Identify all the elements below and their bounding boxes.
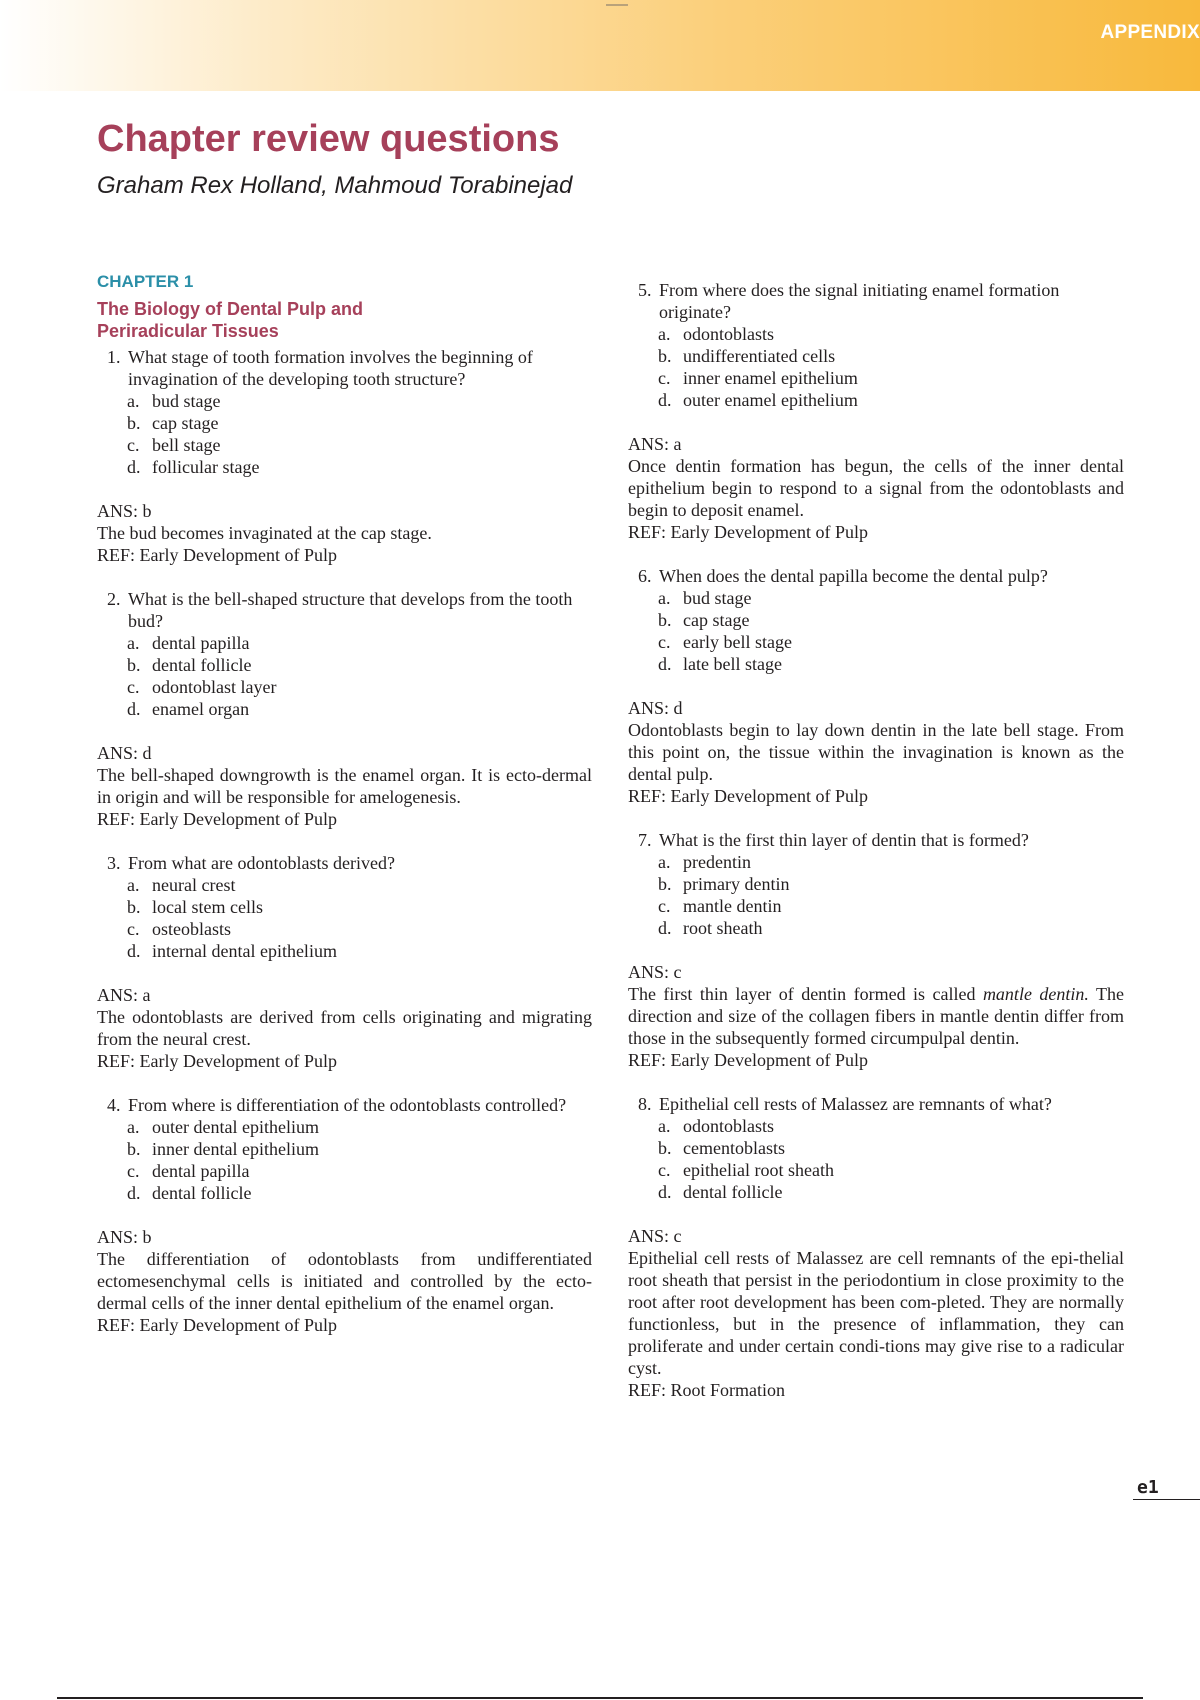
option-letter: a.: [658, 852, 671, 872]
option-text: outer dental epithelium: [152, 1117, 319, 1137]
option-letter: b.: [127, 1139, 141, 1159]
question-number: 3.: [107, 853, 121, 873]
option-item: [127, 412, 592, 434]
question-number: 4.: [107, 1095, 121, 1115]
question-5: [628, 279, 1124, 543]
option-item: [658, 851, 1124, 873]
option-letter: c.: [127, 435, 140, 455]
option-letter: b.: [658, 346, 672, 366]
reference: REF: Early Development of Pulp: [628, 1050, 868, 1070]
option-text: root sheath: [683, 918, 763, 938]
explanation-term: mantle dentin.: [982, 984, 1089, 1004]
reference: REF: Early Development of Pulp: [628, 786, 868, 806]
option-list: [628, 323, 1124, 411]
option-list: [628, 851, 1124, 939]
explanation-text: The direction and size of the collagen fibers in mantle dentin differ from those in the subsequently formed circumpulpal dentin.: [628, 984, 1124, 1048]
option-item: [127, 1116, 592, 1138]
explanation: The bud becomes invaginated at the cap stage.: [97, 523, 432, 543]
answer: ANS: c: [628, 962, 682, 982]
option-letter: c.: [658, 896, 671, 916]
answer: ANS: b: [97, 501, 152, 521]
answer-block: [97, 500, 592, 566]
question-4: [97, 1094, 592, 1336]
question-number: 1.: [107, 347, 121, 367]
question-stem: [628, 829, 1124, 851]
option-item: [658, 1181, 1124, 1203]
question-stem: [97, 346, 592, 390]
option-item: [658, 895, 1124, 917]
option-letter: c.: [127, 677, 140, 697]
option-item: [127, 1160, 592, 1182]
reference: REF: Early Development of Pulp: [628, 522, 868, 542]
page-number: e1: [1137, 1477, 1159, 1498]
option-text: mantle dentin: [683, 896, 782, 916]
option-text: epithelial root sheath: [683, 1160, 834, 1180]
option-letter: d.: [658, 1182, 672, 1202]
banner-tick-mark: [606, 4, 628, 6]
option-letter: a.: [658, 1116, 671, 1136]
option-item: [658, 1115, 1124, 1137]
option-letter: c.: [658, 368, 671, 388]
option-text: internal dental epithelium: [152, 941, 337, 961]
option-text: local stem cells: [152, 897, 263, 917]
option-list: [97, 632, 592, 720]
question-8: [628, 1093, 1124, 1401]
reference: REF: Early Development of Pulp: [97, 545, 337, 565]
option-list: [628, 1115, 1124, 1203]
option-letter: c.: [127, 919, 140, 939]
reference: REF: Early Development of Pulp: [97, 809, 337, 829]
chapter-title: [97, 298, 592, 342]
option-item: [658, 367, 1124, 389]
option-text: bud stage: [683, 588, 752, 608]
header-banner: [0, 0, 1200, 91]
answer-block: [97, 742, 592, 830]
chapter-title-line: The Biology of Dental Pulp and: [97, 299, 364, 319]
option-text: inner dental epithelium: [152, 1139, 319, 1159]
option-item: [127, 1182, 592, 1204]
page-number-rule: [1133, 1499, 1200, 1500]
explanation: Odontoblasts begin to lay down dentin in the late bell stage. From this point on, the tissue within the invagination is known as the dental pulp.: [628, 720, 1124, 784]
question-text: When does the dental papilla become the dental pulp?: [659, 566, 1048, 586]
option-text: dental papilla: [152, 633, 250, 653]
bottom-rule: [57, 1697, 1143, 1699]
option-text: cap stage: [683, 610, 750, 630]
option-letter: d.: [127, 1183, 141, 1203]
option-item: [658, 323, 1124, 345]
option-text: cap stage: [152, 413, 219, 433]
option-letter: a.: [127, 391, 140, 411]
option-item: [658, 609, 1124, 631]
option-list: [97, 390, 592, 478]
question-text: What is the first thin layer of dentin that is formed?: [659, 830, 1029, 850]
option-letter: b.: [658, 874, 672, 894]
option-letter: b.: [127, 655, 141, 675]
option-item: [127, 434, 592, 456]
option-letter: b.: [127, 897, 141, 917]
answer-block: [628, 697, 1124, 807]
answer: ANS: c: [628, 1226, 682, 1246]
option-letter: d.: [127, 699, 141, 719]
explanation: Once dentin formation has begun, the cells of the inner dental epithelium begin to respond to a signal from the odontoblasts and begin to deposit enamel.: [628, 456, 1124, 520]
option-letter: b.: [658, 610, 672, 630]
answer: ANS: d: [628, 698, 683, 718]
option-letter: a.: [658, 324, 671, 344]
option-text: cementoblasts: [683, 1138, 785, 1158]
question-number: 7.: [638, 830, 652, 850]
option-letter: a.: [658, 588, 671, 608]
question-text: From where is differentiation of the odontoblasts controlled?: [128, 1095, 567, 1115]
running-head: APPENDIX: [1100, 22, 1200, 43]
option-text: late bell stage: [683, 654, 782, 674]
question-stem: [97, 1094, 592, 1116]
chapter-title-line: Periradicular Tissues: [97, 321, 279, 341]
question-stem: [97, 852, 592, 874]
option-item: [127, 390, 592, 412]
question-text: What is the bell-shaped structure that develops from the tooth bud?: [128, 589, 573, 631]
option-item: [658, 587, 1124, 609]
reference: REF: Root Formation: [628, 1380, 786, 1400]
question-text: From what are odontoblasts derived?: [128, 853, 395, 873]
option-text: odontoblast layer: [152, 677, 277, 697]
option-item: [658, 345, 1124, 367]
question-3: [97, 852, 592, 1072]
page-title: Chapter review questions: [97, 118, 560, 160]
left-column: [97, 271, 592, 1358]
option-list: [97, 874, 592, 962]
option-text: outer enamel epithelium: [683, 390, 858, 410]
question-stem: [628, 1093, 1124, 1115]
option-item: [127, 896, 592, 918]
option-item: [658, 389, 1124, 411]
option-text: inner enamel epithelium: [683, 368, 858, 388]
option-letter: d.: [658, 918, 672, 938]
option-item: [127, 918, 592, 940]
question-text: Epithelial cell rests of Malassez are remnants of what?: [659, 1094, 1052, 1114]
question-text: What stage of tooth formation involves the beginning of invagination of the developing tooth structure?: [128, 347, 533, 389]
option-item: [127, 1138, 592, 1160]
question-number: 2.: [107, 589, 121, 609]
chapter-label: CHAPTER 1: [97, 272, 194, 291]
option-letter: a.: [127, 633, 140, 653]
option-item: [127, 456, 592, 478]
option-text: early bell stage: [683, 632, 792, 652]
question-number: 5.: [638, 280, 652, 300]
answer-block: [628, 433, 1124, 543]
question-text: From where does the signal initiating enamel formation originate?: [659, 280, 1060, 322]
option-letter: b.: [658, 1138, 672, 1158]
option-item: [658, 1137, 1124, 1159]
answer: ANS: b: [97, 1227, 152, 1247]
option-text: dental follicle: [683, 1182, 783, 1202]
option-letter: a.: [127, 1117, 140, 1137]
option-letter: d.: [127, 457, 141, 477]
question-1: [97, 346, 592, 566]
explanation: Epithelial cell rests of Malassez are cell remnants of the epi-thelial root sheath that persist in the periodontium in close proximity to the root after root development has been com-pleted. They are normally functionless, but in the presence of inflammation, they can proliferate and under certain condi-tions may give rise to a radicular cyst.: [628, 1248, 1124, 1378]
option-text: neural crest: [152, 875, 236, 895]
explanation-text: The first thin layer of dentin formed is called: [628, 984, 983, 1004]
option-text: undifferentiated cells: [683, 346, 836, 366]
option-text: bell stage: [152, 435, 221, 455]
question-2: [97, 588, 592, 830]
option-text: enamel organ: [152, 699, 250, 719]
option-letter: c.: [658, 632, 671, 652]
answer-block: [628, 1225, 1124, 1401]
option-text: dental follicle: [152, 1183, 252, 1203]
answer: ANS: d: [97, 743, 152, 763]
answer: ANS: a: [628, 434, 682, 454]
option-item: [127, 632, 592, 654]
explanation: The bell-shaped downgrowth is the enamel organ. It is ecto-dermal in origin and will be responsible for amelogenesis.: [97, 765, 592, 807]
option-item: [658, 631, 1124, 653]
option-letter: d.: [127, 941, 141, 961]
answer: ANS: a: [97, 985, 151, 1005]
option-list: [97, 1116, 592, 1204]
explanation: The odontoblasts are derived from cells originating and migrating from the neural crest.: [97, 1007, 592, 1049]
option-item: [127, 676, 592, 698]
option-item: [658, 917, 1124, 939]
authors: Graham Rex Holland, Mahmoud Torabinejad: [97, 172, 573, 199]
answer-block: [97, 1226, 592, 1336]
question-stem: [628, 279, 1124, 323]
answer-block: [97, 984, 592, 1072]
option-item: [658, 1159, 1124, 1181]
option-text: odontoblasts: [683, 1116, 775, 1136]
option-item: [127, 698, 592, 720]
option-text: osteoblasts: [152, 919, 231, 939]
option-text: follicular stage: [152, 457, 260, 477]
question-stem: [97, 588, 592, 632]
option-letter: d.: [658, 654, 672, 674]
option-letter: b.: [127, 413, 141, 433]
option-text: odontoblasts: [683, 324, 775, 344]
question-number: 8.: [638, 1094, 652, 1114]
option-item: [127, 874, 592, 896]
option-letter: d.: [658, 390, 672, 410]
option-text: primary dentin: [683, 874, 790, 894]
option-item: [127, 654, 592, 676]
question-number: 6.: [638, 566, 652, 586]
right-column: [628, 279, 1124, 1423]
option-letter: c.: [127, 1161, 140, 1181]
question-7: [628, 829, 1124, 1071]
question-6: [628, 565, 1124, 807]
option-list: [628, 587, 1124, 675]
option-item: [658, 873, 1124, 895]
option-item: [658, 653, 1124, 675]
question-stem: [628, 565, 1124, 587]
explanation: [628, 983, 1124, 1049]
reference: REF: Early Development of Pulp: [97, 1315, 337, 1335]
option-letter: a.: [127, 875, 140, 895]
option-text: dental follicle: [152, 655, 252, 675]
option-item: [127, 940, 592, 962]
option-letter: c.: [658, 1160, 671, 1180]
option-text: bud stage: [152, 391, 221, 411]
answer-block: [628, 961, 1124, 1071]
explanation: The differentiation of odontoblasts from undifferentiated ectomesenchymal cells is initiated and controlled by the ecto- dermal cells of the inner dental epithelium of the enamel organ.: [97, 1249, 592, 1313]
option-text: dental papilla: [152, 1161, 250, 1181]
option-text: predentin: [683, 852, 751, 872]
reference: REF: Early Development of Pulp: [97, 1051, 337, 1071]
